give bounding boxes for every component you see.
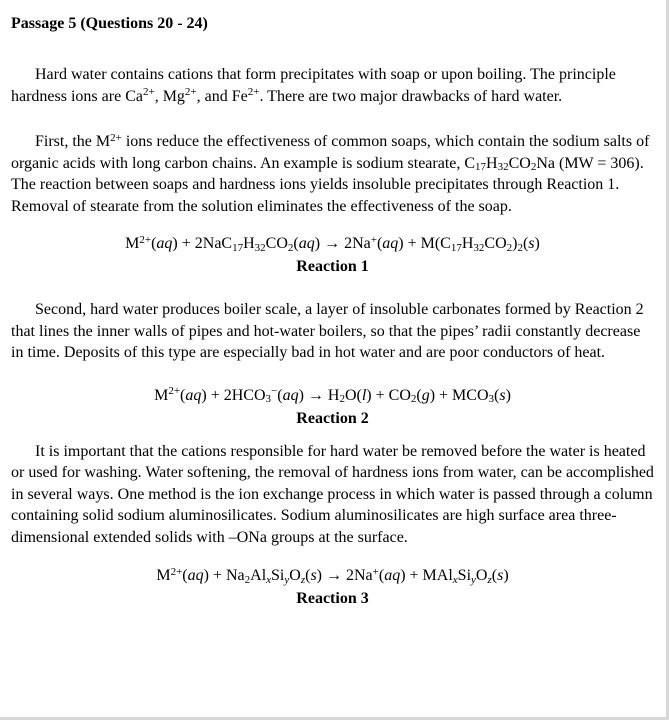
m-charge: 2+ [110,131,122,144]
para1-sep2: , and Fe [196,87,248,105]
fe-charge: 2+ [247,86,260,98]
spacer [11,548,654,566]
paragraph-intro [11,64,654,107]
para2-lead: First, the M [35,133,111,150]
spacer [11,364,654,386]
reaction-3-label: Reaction 3 [296,590,369,607]
reaction-2-equation: $M^{2+}(aq) + 2HCO_3^-(aq) \to H_2O(l) + CO_2(g) + MCO_3(s)$ [154,385,511,406]
ca-charge: 2+ [142,86,155,98]
stearate-formula: $C_{17}H_{32}CO_2Na$ [464,154,555,174]
passage-document [11,14,654,609]
paragraph-soap [11,131,654,217]
mg-charge: 2+ [184,86,197,98]
spacer [11,429,654,441]
reaction-1-equation: $M^{2+}(aq) + 2NaC_{17}H_{32}CO_2(aq) \to 2Na^+(aq) + M(C_{17}H_{32}CO_2)_2(s)$ [125,233,540,254]
reaction-3-equation: $M^{2+}(aq) + Na_2Al_xSi_yO_z(s) \to 2Na^+(aq) + MAl_xSi_yO_z(s)$ [156,565,509,586]
spacer [11,277,654,299]
para1-lead: Hard water contains cations that form precipitates with soap or upon boiling. The principle hardness ions are Ca [11,66,616,105]
paragraph-boiler-scale: Second, hard water produces boiler scale, a layer of insoluble carbonates formed by Reaction 2 that lines the inner walls of pipes and hot-water boilers, so that the pipes’ radii constantly decrease in time. Deposits of this type are especially bad in hot water and are poor conductors of heat. [11,301,644,361]
para2-mw: (MW = 306). The reaction between soaps and hardness ions yields insoluble precipitates through Reaction 1. Removal of stearate from the solution eliminates the effectiveness of the soap. [11,154,644,215]
spacer [11,34,654,64]
para1-tail: . There are two major drawbacks of hard water. [259,87,563,105]
passage-title: Passage 5 (Questions 20 - 24) [11,15,208,32]
reaction-1-label: Reaction 1 [296,258,369,275]
para1-sep1: , Mg [154,87,185,105]
reaction-2-label: Reaction 2 [296,409,369,427]
spacer [11,217,654,234]
paragraph-softening: It is important that the cations responsible for hard water be removed before the water is heated or used for washing. Water softening, the removal of hardness ions from water, can be accomplished in several ways. One method is the ion exchange process in which water is passed through a column containing solid sodium aluminosilicates. Sodium aluminosilicates are high surface area three-dimensional extended solids with –ONa groups at the surface. [11,442,654,546]
spacer [11,107,654,131]
para2-mid: ions reduce the effectiveness of common soaps, which contain the sodium salts of organic acids with long carbon chains. An example is sodium stearate, [11,133,650,172]
